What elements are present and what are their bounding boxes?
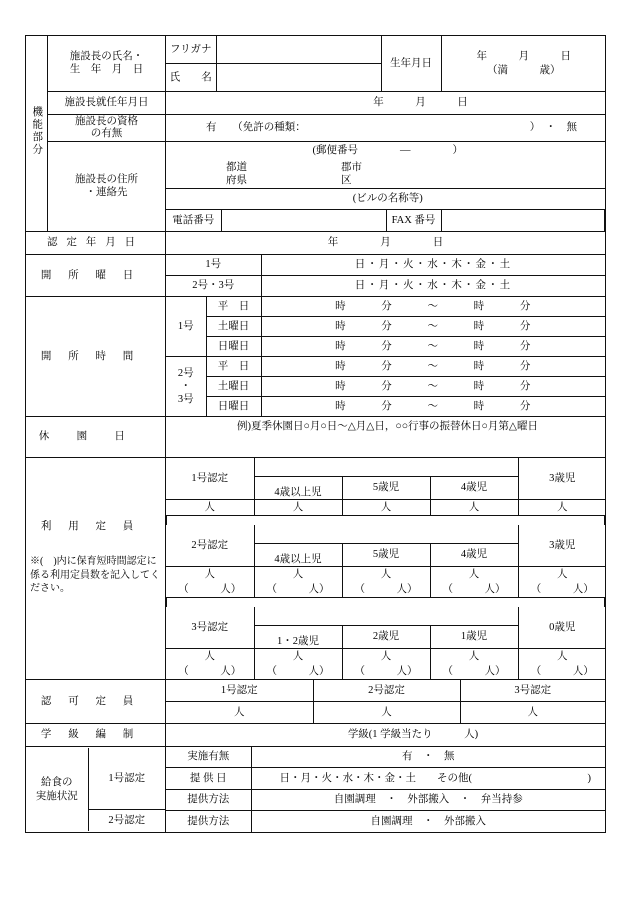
open-hours-label-text: 開所時間	[40, 350, 151, 362]
hours-value-2-sunday[interactable]: 時 分 ～ 時 分	[261, 397, 605, 417]
capacity-label-cell	[26, 458, 166, 680]
authorized-capacity-cells	[166, 680, 606, 724]
name-label: 氏 名	[166, 64, 216, 92]
capacity-paren-2-cert[interactable]: （ 人）	[166, 582, 254, 598]
capacity-sub-1-a: 5歳児	[342, 477, 430, 500]
capacity-block-2	[166, 525, 606, 598]
capacity-value-2-cert[interactable]: 人	[166, 567, 254, 583]
authorized-capacity-label-text: 認可定員	[40, 695, 151, 707]
class-org-value[interactable]: 学級(1 学級当たり 人)	[166, 724, 606, 747]
address-cells	[166, 142, 606, 232]
open-days-label-text: 開所曜日	[40, 269, 151, 281]
capacity-value-1-last[interactable]: 人	[518, 500, 606, 516]
qualification-label-line1: 施設長の資格	[75, 115, 138, 127]
capacity-value-2-sub-b[interactable]: 人	[430, 567, 518, 583]
meals-inner-table	[166, 747, 605, 832]
capacity-cert-1: 1号認定	[166, 458, 254, 500]
capacity-paren-3-group[interactable]: （ 人）	[254, 664, 342, 679]
tel-label: 電話番号	[166, 210, 221, 231]
building-name-field[interactable]: (ビルの名称等)	[166, 189, 605, 210]
capacity-sub-2-a: 5歳児	[342, 544, 430, 567]
hours-group-2-line1: 2号	[177, 367, 194, 379]
meals-label-line1: 給食の	[41, 777, 73, 789]
meals-label-inner	[26, 748, 165, 831]
hours-group-2-line2: ・	[180, 380, 191, 392]
qualification-value-cell[interactable]	[166, 115, 606, 142]
hours-value-2-weekday[interactable]: 時 分 ～ 時 分	[261, 357, 605, 377]
certification-date-label	[26, 232, 166, 255]
capacity-value-3-last[interactable]: 人	[518, 649, 606, 665]
capacity-paren-3-sub-b[interactable]: （ 人）	[430, 664, 518, 679]
capacity-paren-3-sub-a[interactable]: （ 人）	[342, 664, 430, 679]
hours-value-1-weekday[interactable]: 時 分 ～ 時 分	[261, 297, 605, 317]
hours-day-1-sunday: 日曜日	[206, 337, 261, 357]
capacity-value-3-sub-b[interactable]: 人	[430, 649, 518, 665]
authorized-header-1: 1号認定	[166, 680, 313, 702]
authorized-value-2[interactable]: 人	[313, 702, 460, 724]
capacity-group-header-2	[254, 525, 518, 544]
capacity-paren-2-sub-a[interactable]: （ 人）	[342, 582, 430, 598]
birthdate-label: 生年月日	[381, 36, 441, 91]
birthdate-age: （満 歳）	[487, 64, 561, 76]
hours-day-2-sunday: 日曜日	[206, 397, 261, 417]
capacity-last-col-3: 0歳児	[518, 607, 606, 649]
capacity-last-col-1: 3歳児	[518, 458, 606, 500]
capacity-sub-1-b: 4歳児	[430, 477, 518, 500]
class-org-label-text: 学級編制	[40, 729, 151, 741]
capacity-value-1-sub-b[interactable]: 人	[430, 500, 518, 516]
furigana-label: フリガナ	[166, 36, 216, 64]
birthdate-value-cell[interactable]	[441, 36, 606, 91]
capacity-paren-3-last[interactable]: （ 人）	[518, 664, 606, 679]
meals-cert-2-label: 2号認定	[88, 810, 165, 832]
meals-value-3[interactable]: 自園調理 ・ 外部搬入	[251, 811, 605, 833]
open-days-label	[26, 255, 166, 297]
qualification-inner	[166, 121, 605, 134]
address-pref-city	[166, 161, 605, 187]
director-name-cells	[166, 36, 606, 92]
meals-cert-1-label: 1号認定	[88, 748, 165, 810]
capacity-block-3	[166, 607, 606, 679]
director-name-inner-table	[166, 36, 606, 91]
capacity-value-2-sub-a[interactable]: 人	[342, 567, 430, 583]
capacity-block-1	[166, 458, 606, 516]
meals-item-2: 提供方法	[166, 790, 251, 811]
meals-item-0: 実施有無	[166, 747, 251, 768]
capacity-value-3-cert[interactable]: 人	[166, 649, 254, 665]
hours-value-1-sunday[interactable]: 時 分 ～ 時 分	[261, 337, 605, 357]
director-label-line2: 生 年 月 日	[69, 63, 144, 75]
prefecture-line1: 都道	[226, 161, 247, 173]
contact-row	[166, 210, 605, 232]
city-line2: 区	[341, 175, 352, 186]
prefecture-label	[226, 161, 341, 187]
authorized-capacity-inner	[166, 680, 605, 723]
authorized-value-3[interactable]: 人	[460, 702, 605, 724]
capacity-last-col-2: 3歳児	[518, 525, 606, 567]
capacity-group-label-1: 4歳以上児	[254, 477, 342, 500]
hours-value-1-saturday[interactable]: 時 分 ～ 時 分	[261, 317, 605, 337]
capacity-paren-2-group[interactable]: （ 人）	[254, 582, 342, 598]
fax-label: FAX 番号	[386, 210, 441, 231]
hours-group-2	[166, 357, 206, 417]
tel-value[interactable]	[221, 210, 386, 231]
open-hours-inner	[166, 297, 605, 416]
address-field[interactable]	[166, 160, 605, 189]
prefecture-line2: 府県	[226, 175, 247, 186]
appointment-date-label: 施設長就任年月日	[48, 92, 166, 115]
open-days-value-1[interactable]: 日・月・火・水・木・金・土	[261, 255, 605, 276]
authorized-header-3: 3号認定	[460, 680, 605, 702]
capacity-note: ※( )内に保育短時間認定に係る利用定員数を記入してください。	[30, 556, 160, 595]
capacity-value-2-group[interactable]: 人	[254, 567, 342, 583]
capacity-paren-2-last[interactable]: （ 人）	[518, 582, 606, 598]
qualification-label-line2: の有無	[90, 128, 123, 139]
director-name-label	[48, 36, 166, 92]
capacity-value-3-sub-a[interactable]: 人	[342, 649, 430, 665]
section-label-vertical: 機能部分	[31, 106, 43, 157]
address-inner-table	[166, 142, 605, 231]
capacity-sub-3-a: 2歳児	[342, 626, 430, 649]
closed-days-label-text: 休園日	[38, 431, 153, 443]
meals-item-1: 提 供 日	[166, 768, 251, 790]
capacity-cert-2: 2号認定	[166, 525, 254, 567]
address-label-line2: ・連絡先	[85, 186, 128, 198]
open-days-inner	[166, 255, 605, 296]
capacity-label-text: 利用定員	[40, 521, 151, 532]
hours-value-2-saturday[interactable]: 時 分 ～ 時 分	[261, 377, 605, 397]
hours-group-1: 1号	[166, 297, 206, 357]
authorized-header-2: 2号認定	[313, 680, 460, 702]
postal-code-field[interactable]: (郵便番号 — ）	[312, 145, 463, 157]
certification-date-label-text: 認定年月日	[46, 237, 145, 249]
capacity-cells	[166, 458, 606, 680]
capacity-group-header-1	[254, 458, 518, 477]
director-label-line1: 施設長の氏名・	[69, 51, 144, 63]
facility-form-table	[25, 35, 606, 833]
meals-value-2[interactable]: 自園調理 ・ 外部搬入 ・ 弁当持参	[251, 790, 605, 811]
qualification-no: ） ・ 無	[529, 122, 577, 134]
capacity-value-1-sub-a[interactable]: 人	[342, 500, 430, 516]
open-days-type-2: 2号・3号	[166, 276, 261, 297]
closed-days-value[interactable]: 例)夏季休園日○月○日～△月△日，○○行事の振替休日○月第△曜日	[166, 417, 606, 458]
open-hours-label	[26, 297, 166, 417]
open-hours-cells	[166, 297, 606, 417]
city-label	[341, 161, 461, 187]
open-days-cells	[166, 255, 606, 297]
closed-days-label	[26, 417, 166, 458]
capacity-paren-3-cert[interactable]: （ 人）	[166, 664, 254, 679]
birthdate-value: 年 月 日	[476, 51, 571, 63]
meals-content-cells	[166, 747, 606, 833]
capacity-value-1-group[interactable]: 人	[254, 500, 342, 516]
qualification-yes: 有 （免許の種類：	[206, 122, 306, 134]
certification-date-value[interactable]: 年 月 日	[166, 232, 606, 255]
capacity-value-3-group[interactable]: 人	[254, 649, 342, 665]
hours-group-2-line3: 3号	[177, 394, 194, 406]
address-label-line1: 施設長の住所	[75, 174, 138, 186]
appointment-date-value[interactable]: 年 月 日	[166, 92, 606, 115]
authorized-value-1[interactable]: 人	[166, 702, 313, 724]
hours-day-2-weekday: 平 日	[206, 357, 261, 377]
fax-value[interactable]	[441, 210, 604, 231]
capacity-value-1-cert[interactable]: 人	[166, 500, 254, 516]
open-days-type-1: 1号	[166, 255, 261, 276]
authorized-capacity-label	[26, 680, 166, 724]
meals-label	[26, 748, 88, 831]
qualification-label	[48, 115, 166, 142]
capacity-sub-2-b: 4歳児	[430, 544, 518, 567]
section-label-cell	[26, 36, 48, 232]
meals-value-1[interactable]: 日・月・火・水・木・金・土 その他( )	[251, 768, 605, 790]
capacity-sub-3-b: 1歳児	[430, 626, 518, 649]
capacity-group-label-3: 1・2歳児	[254, 626, 342, 649]
meals-value-0[interactable]: 有 ・ 無	[251, 747, 605, 768]
hours-day-2-saturday: 土曜日	[206, 377, 261, 397]
meals-label-cell	[26, 747, 166, 833]
capacity-value-2-last[interactable]: 人	[518, 567, 606, 583]
class-org-label	[26, 724, 166, 747]
capacity-cert-3: 3号認定	[166, 607, 254, 649]
contact-inner	[166, 210, 604, 231]
meals-label-line2: 実施状況	[35, 790, 78, 802]
address-label	[48, 142, 166, 232]
furigana-value[interactable]	[216, 36, 381, 64]
hours-day-1-weekday: 平 日	[206, 297, 261, 317]
capacity-group-label-2: 4歳以上児	[254, 544, 342, 567]
capacity-paren-2-sub-b[interactable]: （ 人）	[430, 582, 518, 598]
city-line1: 郡市	[341, 161, 362, 173]
meals-item-3: 提供方法	[166, 811, 251, 833]
open-days-value-2[interactable]: 日・月・火・水・木・金・土	[261, 276, 605, 297]
hours-day-1-saturday: 土曜日	[206, 317, 261, 337]
capacity-group-header-3	[254, 607, 518, 626]
name-value[interactable]	[216, 64, 381, 92]
